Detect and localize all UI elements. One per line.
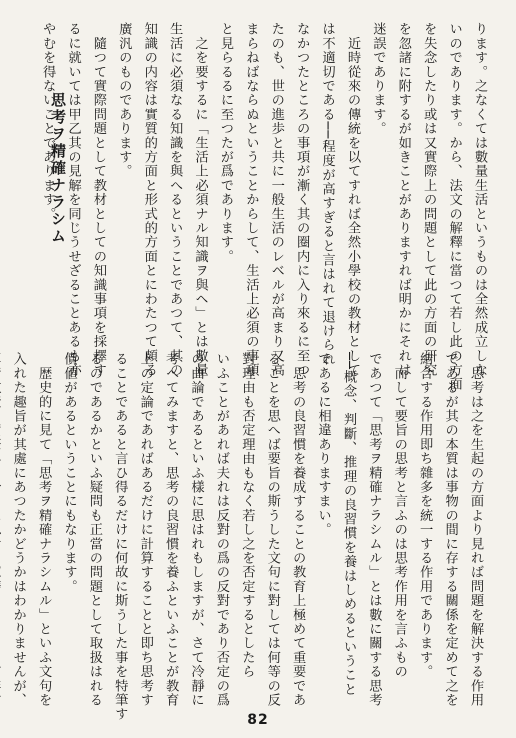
text-line: やむを得ないことであります。 [40,22,56,221]
text-line: 考へてみますと、思考の良習慣を養ふといふことが教育 [163,352,179,707]
text-line: 思考の良習慣を養成することの教育上極めて重要であ [290,352,306,707]
text-line: いふことがあれば夫れは反對の爲の反對であり否定の爲 [213,352,229,707]
text-line: 之を要するに「生活上必須ナル知識ヲ與ヘ」とは數量 [192,22,208,377]
text-line: 迷誤であります。 [370,22,386,136]
text-line: の曲論であるといふ樣に思はれもしますが、さて冷靜に [188,352,204,707]
text-line: 價値があるということにもなります。 [61,352,77,594]
section-heading: 思考ヲ精確ナラシム [49,92,67,245]
text-line: ることであると言ひ得るだけに何故に斯うした事を特筆す [112,352,128,722]
text-line: であつて「思考ヲ精確ナラシムル」とは數に關する思考 [366,352,382,707]
text-line: を忽諸に附するが如きことがありますれば明かにそれは [395,22,411,377]
text-line: 生活に必須なる知識を與へるということであつて、其の [167,22,183,377]
text-line: 結合する作用即ち雜多を統一する作用であります。 [417,352,433,679]
text-line: ることを思へば要旨の斯うした文句に對しては何等の反 [264,352,280,707]
text-line: 而して要旨の思考と言ふのは思考作用を言ふもの [391,352,407,679]
text-line: るのであるかといふ疑問も正當の問題として取扱はれる [86,352,102,707]
text-line: は不適切である──程度が高すぎると言はれて退けられ [319,22,335,367]
text-line: と見らるるに至つたが爲であります。 [217,22,233,264]
text-line: 廣汎のものであります。 [116,22,132,179]
text-line: 歴史的に見て「思考ヲ精確ナラシムル」といふ文句を [36,352,52,707]
text-line [0,352,5,692]
text-line: 對理由も否定理由もなく若し之を否定するとしたら [239,352,255,679]
text-line: 近時從來の傳統を以てすれば全然小學校の教材として [344,22,360,377]
text-line: 上の定論であればあるだけに計算することと即ち思考す [137,352,153,707]
text-line: なかつたところの事項が漸く其の圈内に入り來るに至つ [294,22,310,377]
text-line: るに就いては甲乙其の見解を同じうせざることあるも亦 [65,22,81,377]
text-line: たのも、世の進歩と共に一般生活のレベルが高まり又高 [268,22,284,377]
text-line: であるが其の本質は事物の間に存する關係を定めて之を [442,352,458,707]
upper-text-block [8,22,492,392]
text-line: であるに相違ありますまい。 [315,352,331,537]
text-line: を失念したり或は又實際上の問題として此の方面の研究 [421,22,437,377]
text-line: いのであります。から、法文の解釋に當つて若し此の方面 [446,22,462,392]
text-line: 知識の内容は實質的方面と形式的方面とにわたつて頗る [141,22,157,377]
text-line: 入れた趣旨が其處にあつたかどうかはわかりませんが、 [10,352,26,707]
text-line: ──概念、判斷、推理の良習慣を養はしめるということ [340,352,356,697]
text-line: まらねばならぬということからして、生活上必須の事項 [243,22,259,377]
text-line: 隨つて實際問題として教材としての知識事項を採擇す [90,22,106,377]
text-line: 思考は之を生起の方面より見れば問題を解決する作用 [468,352,483,707]
text-line: ります。之なくては數量生活というものは全然成立しな [472,22,487,377]
page-number: 82 [247,712,269,728]
